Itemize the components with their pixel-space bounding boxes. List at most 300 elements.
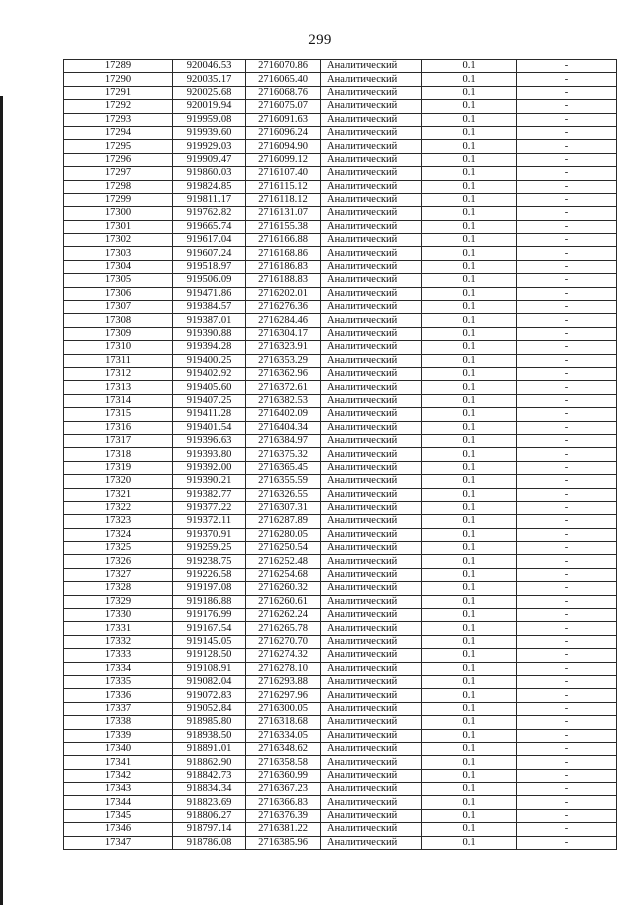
- page-number: 299: [308, 32, 332, 48]
- note-cell: -: [517, 675, 617, 688]
- y-coordinate-cell: 2716300.05: [246, 702, 321, 715]
- y-coordinate-cell: 2716168.86: [246, 247, 321, 260]
- note-cell: -: [517, 367, 617, 380]
- accuracy-cell: 0.1: [422, 528, 517, 541]
- accuracy-cell: 0.1: [422, 287, 517, 300]
- x-coordinate-cell: 919471.86: [173, 287, 246, 300]
- table-row: [64, 207, 617, 220]
- x-coordinate-cell: 919167.54: [173, 622, 246, 635]
- table-row: [64, 809, 617, 822]
- table-row: [64, 367, 617, 380]
- method-cell: Аналитический: [321, 207, 422, 220]
- x-coordinate-cell: 919176.99: [173, 609, 246, 622]
- x-coordinate-cell: 919238.75: [173, 555, 246, 568]
- note-cell: -: [517, 126, 617, 139]
- method-cell: Аналитический: [321, 247, 422, 260]
- method-cell: Аналитический: [321, 180, 422, 193]
- point-number-cell: 17340: [64, 742, 173, 755]
- x-coordinate-cell: 919387.01: [173, 314, 246, 327]
- table-row: [64, 247, 617, 260]
- table-row: [64, 796, 617, 809]
- x-coordinate-cell: 919402.92: [173, 367, 246, 380]
- accuracy-cell: 0.1: [422, 207, 517, 220]
- accuracy-cell: 0.1: [422, 475, 517, 488]
- accuracy-cell: 0.1: [422, 314, 517, 327]
- table-row: [64, 649, 617, 662]
- x-coordinate-cell: 919390.88: [173, 327, 246, 340]
- method-cell: Аналитический: [321, 234, 422, 247]
- x-coordinate-cell: 919518.97: [173, 260, 246, 273]
- y-coordinate-cell: 2716402.09: [246, 408, 321, 421]
- table-row: [64, 475, 617, 488]
- note-cell: -: [517, 595, 617, 608]
- y-coordinate-cell: 2716372.61: [246, 381, 321, 394]
- accuracy-cell: 0.1: [422, 274, 517, 287]
- accuracy-cell: 0.1: [422, 73, 517, 86]
- table-row: [64, 73, 617, 86]
- x-coordinate-cell: 919824.85: [173, 180, 246, 193]
- note-cell: -: [517, 113, 617, 126]
- method-cell: Аналитический: [321, 260, 422, 273]
- x-coordinate-cell: 919393.80: [173, 448, 246, 461]
- accuracy-cell: 0.1: [422, 702, 517, 715]
- accuracy-cell: 0.1: [422, 260, 517, 273]
- note-cell: -: [517, 622, 617, 635]
- point-number-cell: 17331: [64, 622, 173, 635]
- note-cell: -: [517, 434, 617, 447]
- x-coordinate-cell: 919617.04: [173, 234, 246, 247]
- method-cell: Аналитический: [321, 434, 422, 447]
- x-coordinate-cell: 919186.88: [173, 595, 246, 608]
- table-row: [64, 716, 617, 729]
- note-cell: -: [517, 314, 617, 327]
- y-coordinate-cell: 2716274.32: [246, 649, 321, 662]
- method-cell: Аналитический: [321, 408, 422, 421]
- point-number-cell: 17304: [64, 260, 173, 273]
- method-cell: Аналитический: [321, 823, 422, 836]
- y-coordinate-cell: 2716304.17: [246, 327, 321, 340]
- x-coordinate-cell: 919506.09: [173, 274, 246, 287]
- note-cell: -: [517, 461, 617, 474]
- point-number-cell: 17329: [64, 595, 173, 608]
- y-coordinate-cell: 2716353.29: [246, 354, 321, 367]
- y-coordinate-cell: 2716382.53: [246, 394, 321, 407]
- table-row: [64, 729, 617, 742]
- y-coordinate-cell: 2716254.68: [246, 568, 321, 581]
- accuracy-cell: 0.1: [422, 568, 517, 581]
- table-row: [64, 542, 617, 555]
- x-coordinate-cell: 919394.28: [173, 341, 246, 354]
- table-row: [64, 662, 617, 675]
- method-cell: Аналитический: [321, 381, 422, 394]
- y-coordinate-cell: 2716376.39: [246, 809, 321, 822]
- table-row: [64, 501, 617, 514]
- note-cell: -: [517, 448, 617, 461]
- method-cell: Аналитический: [321, 287, 422, 300]
- note-cell: -: [517, 823, 617, 836]
- accuracy-cell: 0.1: [422, 234, 517, 247]
- y-coordinate-cell: 2716107.40: [246, 167, 321, 180]
- y-coordinate-cell: 2716065.40: [246, 73, 321, 86]
- method-cell: Аналитический: [321, 140, 422, 153]
- x-coordinate-cell: 919390.21: [173, 475, 246, 488]
- method-cell: Аналитический: [321, 86, 422, 99]
- table-row: [64, 595, 617, 608]
- point-number-cell: 17316: [64, 421, 173, 434]
- table-row: [64, 287, 617, 300]
- note-cell: -: [517, 542, 617, 555]
- point-number-cell: 17295: [64, 140, 173, 153]
- y-coordinate-cell: 2716099.12: [246, 153, 321, 166]
- point-number-cell: 17325: [64, 542, 173, 555]
- y-coordinate-cell: 2716318.68: [246, 716, 321, 729]
- method-cell: Аналитический: [321, 809, 422, 822]
- accuracy-cell: 0.1: [422, 341, 517, 354]
- note-cell: -: [517, 635, 617, 648]
- table-row: [64, 86, 617, 99]
- accuracy-cell: 0.1: [422, 716, 517, 729]
- x-coordinate-cell: 919401.54: [173, 421, 246, 434]
- accuracy-cell: 0.1: [422, 675, 517, 688]
- table-row: [64, 568, 617, 581]
- accuracy-cell: 0.1: [422, 153, 517, 166]
- method-cell: Аналитический: [321, 769, 422, 782]
- point-number-cell: 17319: [64, 461, 173, 474]
- point-number-cell: 17313: [64, 381, 173, 394]
- x-coordinate-cell: 919259.25: [173, 542, 246, 555]
- accuracy-cell: 0.1: [422, 60, 517, 73]
- accuracy-cell: 0.1: [422, 729, 517, 742]
- accuracy-cell: 0.1: [422, 742, 517, 755]
- point-number-cell: 17302: [64, 234, 173, 247]
- table-row: [64, 702, 617, 715]
- note-cell: -: [517, 354, 617, 367]
- x-coordinate-cell: 920046.53: [173, 60, 246, 73]
- table-row: [64, 635, 617, 648]
- table-row: [64, 488, 617, 501]
- x-coordinate-cell: 919607.24: [173, 247, 246, 260]
- table-row: [64, 341, 617, 354]
- x-coordinate-cell: 919108.91: [173, 662, 246, 675]
- accuracy-cell: 0.1: [422, 555, 517, 568]
- note-cell: -: [517, 836, 617, 849]
- point-number-cell: 17300: [64, 207, 173, 220]
- y-coordinate-cell: 2716385.96: [246, 836, 321, 849]
- method-cell: Аналитический: [321, 461, 422, 474]
- method-cell: Аналитический: [321, 421, 422, 434]
- y-coordinate-cell: 2716166.88: [246, 234, 321, 247]
- method-cell: Аналитический: [321, 367, 422, 380]
- note-cell: -: [517, 394, 617, 407]
- table-row: [64, 140, 617, 153]
- x-coordinate-cell: 918806.27: [173, 809, 246, 822]
- table-row: [64, 528, 617, 541]
- table-row: [64, 113, 617, 126]
- method-cell: Аналитический: [321, 220, 422, 233]
- y-coordinate-cell: 2716284.46: [246, 314, 321, 327]
- point-number-cell: 17337: [64, 702, 173, 715]
- x-coordinate-cell: 918985.80: [173, 716, 246, 729]
- accuracy-cell: 0.1: [422, 367, 517, 380]
- accuracy-cell: 0.1: [422, 126, 517, 139]
- note-cell: -: [517, 809, 617, 822]
- note-cell: -: [517, 193, 617, 206]
- method-cell: Аналитический: [321, 448, 422, 461]
- note-cell: -: [517, 528, 617, 541]
- method-cell: Аналитический: [321, 609, 422, 622]
- point-number-cell: 17317: [64, 434, 173, 447]
- point-number-cell: 17315: [64, 408, 173, 421]
- note-cell: -: [517, 609, 617, 622]
- accuracy-cell: 0.1: [422, 421, 517, 434]
- method-cell: Аналитический: [321, 501, 422, 514]
- method-cell: Аналитический: [321, 649, 422, 662]
- x-coordinate-cell: 918842.73: [173, 769, 246, 782]
- note-cell: -: [517, 167, 617, 180]
- note-cell: -: [517, 73, 617, 86]
- table-row: [64, 327, 617, 340]
- method-cell: Аналитический: [321, 729, 422, 742]
- note-cell: -: [517, 488, 617, 501]
- y-coordinate-cell: 2716375.32: [246, 448, 321, 461]
- accuracy-cell: 0.1: [422, 662, 517, 675]
- note-cell: -: [517, 501, 617, 514]
- x-coordinate-cell: 919929.03: [173, 140, 246, 153]
- x-coordinate-cell: 919052.84: [173, 702, 246, 715]
- point-number-cell: 17306: [64, 287, 173, 300]
- point-number-cell: 17346: [64, 823, 173, 836]
- note-cell: -: [517, 662, 617, 675]
- accuracy-cell: 0.1: [422, 381, 517, 394]
- accuracy-cell: 0.1: [422, 635, 517, 648]
- y-coordinate-cell: 2716404.34: [246, 421, 321, 434]
- x-coordinate-cell: 918891.01: [173, 742, 246, 755]
- y-coordinate-cell: 2716307.31: [246, 501, 321, 514]
- note-cell: -: [517, 783, 617, 796]
- method-cell: Аналитический: [321, 783, 422, 796]
- y-coordinate-cell: 2716260.61: [246, 595, 321, 608]
- table-row: [64, 354, 617, 367]
- x-coordinate-cell: 919939.60: [173, 126, 246, 139]
- x-coordinate-cell: 919407.25: [173, 394, 246, 407]
- point-number-cell: 17312: [64, 367, 173, 380]
- accuracy-cell: 0.1: [422, 582, 517, 595]
- accuracy-cell: 0.1: [422, 180, 517, 193]
- point-number-cell: 17327: [64, 568, 173, 581]
- point-number-cell: 17344: [64, 796, 173, 809]
- y-coordinate-cell: 2716366.83: [246, 796, 321, 809]
- table-row: [64, 301, 617, 314]
- y-coordinate-cell: 2716287.89: [246, 515, 321, 528]
- accuracy-cell: 0.1: [422, 408, 517, 421]
- point-number-cell: 17342: [64, 769, 173, 782]
- y-coordinate-cell: 2716358.58: [246, 756, 321, 769]
- method-cell: Аналитический: [321, 675, 422, 688]
- table-body: [64, 60, 617, 850]
- y-coordinate-cell: 2716297.96: [246, 689, 321, 702]
- point-number-cell: 17294: [64, 126, 173, 139]
- y-coordinate-cell: 2716381.22: [246, 823, 321, 836]
- table-row: [64, 756, 617, 769]
- accuracy-cell: 0.1: [422, 100, 517, 113]
- accuracy-cell: 0.1: [422, 220, 517, 233]
- point-number-cell: 17308: [64, 314, 173, 327]
- method-cell: Аналитический: [321, 716, 422, 729]
- note-cell: -: [517, 86, 617, 99]
- accuracy-cell: 0.1: [422, 193, 517, 206]
- point-number-cell: 17334: [64, 662, 173, 675]
- accuracy-cell: 0.1: [422, 448, 517, 461]
- point-number-cell: 17336: [64, 689, 173, 702]
- table-row: [64, 769, 617, 782]
- point-number-cell: 17309: [64, 327, 173, 340]
- table-row: [64, 220, 617, 233]
- method-cell: Аналитический: [321, 488, 422, 501]
- y-coordinate-cell: 2716278.10: [246, 662, 321, 675]
- accuracy-cell: 0.1: [422, 247, 517, 260]
- method-cell: Аналитический: [321, 568, 422, 581]
- point-number-cell: 17290: [64, 73, 173, 86]
- x-coordinate-cell: 920025.68: [173, 86, 246, 99]
- method-cell: Аналитический: [321, 314, 422, 327]
- method-cell: Аналитический: [321, 193, 422, 206]
- y-coordinate-cell: 2716280.05: [246, 528, 321, 541]
- table-row: [64, 836, 617, 849]
- y-coordinate-cell: 2716334.05: [246, 729, 321, 742]
- y-coordinate-cell: 2716070.86: [246, 60, 321, 73]
- table-row: [64, 421, 617, 434]
- note-cell: -: [517, 60, 617, 73]
- table-row: [64, 675, 617, 688]
- method-cell: Аналитический: [321, 153, 422, 166]
- accuracy-cell: 0.1: [422, 609, 517, 622]
- x-coordinate-cell: 919405.60: [173, 381, 246, 394]
- method-cell: Аналитический: [321, 635, 422, 648]
- accuracy-cell: 0.1: [422, 649, 517, 662]
- y-coordinate-cell: 2716094.90: [246, 140, 321, 153]
- note-cell: -: [517, 274, 617, 287]
- x-coordinate-cell: 919396.63: [173, 434, 246, 447]
- table-row: [64, 434, 617, 447]
- x-coordinate-cell: 919128.50: [173, 649, 246, 662]
- accuracy-cell: 0.1: [422, 809, 517, 822]
- point-number-cell: 17297: [64, 167, 173, 180]
- point-number-cell: 17328: [64, 582, 173, 595]
- accuracy-cell: 0.1: [422, 488, 517, 501]
- table-row: [64, 783, 617, 796]
- y-coordinate-cell: 2716096.24: [246, 126, 321, 139]
- method-cell: Аналитический: [321, 167, 422, 180]
- note-cell: -: [517, 341, 617, 354]
- table-row: [64, 622, 617, 635]
- method-cell: Аналитический: [321, 796, 422, 809]
- table-row: [64, 394, 617, 407]
- accuracy-cell: 0.1: [422, 836, 517, 849]
- y-coordinate-cell: 2716250.54: [246, 542, 321, 555]
- table-row: [64, 823, 617, 836]
- note-cell: -: [517, 327, 617, 340]
- accuracy-cell: 0.1: [422, 622, 517, 635]
- table-row: [64, 381, 617, 394]
- x-coordinate-cell: 918797.14: [173, 823, 246, 836]
- y-coordinate-cell: 2716115.12: [246, 180, 321, 193]
- note-cell: -: [517, 742, 617, 755]
- point-number-cell: 17330: [64, 609, 173, 622]
- x-coordinate-cell: 920019.94: [173, 100, 246, 113]
- note-cell: -: [517, 649, 617, 662]
- accuracy-cell: 0.1: [422, 796, 517, 809]
- accuracy-cell: 0.1: [422, 327, 517, 340]
- note-cell: -: [517, 100, 617, 113]
- method-cell: Аналитический: [321, 126, 422, 139]
- note-cell: -: [517, 689, 617, 702]
- method-cell: Аналитический: [321, 542, 422, 555]
- point-number-cell: 17318: [64, 448, 173, 461]
- x-coordinate-cell: 919762.82: [173, 207, 246, 220]
- note-cell: -: [517, 234, 617, 247]
- note-cell: -: [517, 287, 617, 300]
- method-cell: Аналитический: [321, 582, 422, 595]
- accuracy-cell: 0.1: [422, 354, 517, 367]
- note-cell: -: [517, 729, 617, 742]
- point-number-cell: 17343: [64, 783, 173, 796]
- accuracy-cell: 0.1: [422, 769, 517, 782]
- note-cell: -: [517, 769, 617, 782]
- method-cell: Аналитический: [321, 528, 422, 541]
- note-cell: -: [517, 408, 617, 421]
- x-coordinate-cell: 919665.74: [173, 220, 246, 233]
- note-cell: -: [517, 301, 617, 314]
- y-coordinate-cell: 2716348.62: [246, 742, 321, 755]
- point-number-cell: 17301: [64, 220, 173, 233]
- method-cell: Аналитический: [321, 100, 422, 113]
- point-number-cell: 17305: [64, 274, 173, 287]
- table-row: [64, 153, 617, 166]
- method-cell: Аналитический: [321, 354, 422, 367]
- accuracy-cell: 0.1: [422, 86, 517, 99]
- method-cell: Аналитический: [321, 742, 422, 755]
- note-cell: -: [517, 180, 617, 193]
- table-row: [64, 461, 617, 474]
- method-cell: Аналитический: [321, 689, 422, 702]
- table-row: [64, 742, 617, 755]
- method-cell: Аналитический: [321, 836, 422, 849]
- point-number-cell: 17332: [64, 635, 173, 648]
- x-coordinate-cell: 918786.08: [173, 836, 246, 849]
- x-coordinate-cell: 919400.25: [173, 354, 246, 367]
- note-cell: -: [517, 220, 617, 233]
- x-coordinate-cell: 919392.00: [173, 461, 246, 474]
- point-number-cell: 17339: [64, 729, 173, 742]
- point-number-cell: 17289: [64, 60, 173, 73]
- y-coordinate-cell: 2716252.48: [246, 555, 321, 568]
- table-row: [64, 408, 617, 421]
- x-coordinate-cell: 919860.03: [173, 167, 246, 180]
- x-coordinate-cell: 919811.17: [173, 193, 246, 206]
- method-cell: Аналитический: [321, 662, 422, 675]
- table-row: [64, 609, 617, 622]
- x-coordinate-cell: 919082.04: [173, 675, 246, 688]
- accuracy-cell: 0.1: [422, 113, 517, 126]
- accuracy-cell: 0.1: [422, 542, 517, 555]
- x-coordinate-cell: 919384.57: [173, 301, 246, 314]
- table-row: [64, 314, 617, 327]
- x-coordinate-cell: 919145.05: [173, 635, 246, 648]
- note-cell: -: [517, 475, 617, 488]
- point-number-cell: 17303: [64, 247, 173, 260]
- method-cell: Аналитический: [321, 475, 422, 488]
- x-coordinate-cell: 919411.28: [173, 408, 246, 421]
